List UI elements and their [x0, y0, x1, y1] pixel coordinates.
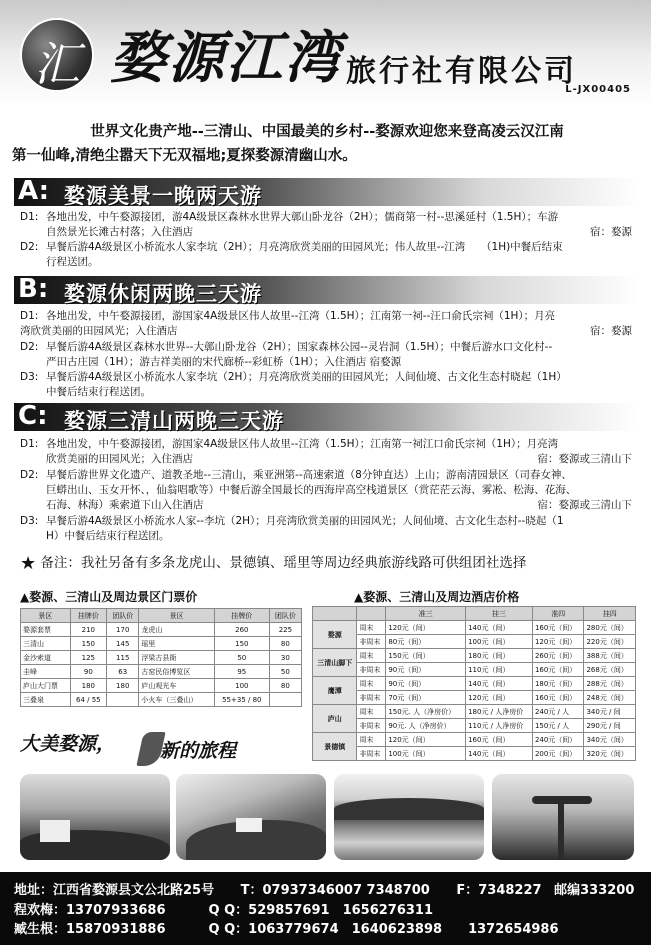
route-a-day-2 [20, 240, 632, 270]
header-cell: 景区 [139, 609, 215, 623]
table-cell: 115 [107, 651, 139, 665]
table-cell: 周末 [357, 677, 386, 691]
header-cell: 团队价 [107, 609, 139, 623]
logo-mark: 汇 [34, 37, 80, 91]
table-cell: 150 [214, 637, 269, 651]
table-cell: 260 [214, 623, 269, 637]
route-c-title: 婺源三清山两晚三天游 [64, 409, 284, 433]
table-cell: 周末 [357, 649, 386, 663]
note-text: 备注：我社另备有多条龙虎山、景德镇、瑶里等周边经典旅游线路可供组团社选择 [40, 555, 527, 571]
contact-name-phone: 程欢梅：13707933686 [14, 903, 166, 918]
table-cell: 140元（间） [466, 677, 533, 691]
table-cell: 周末 [357, 621, 386, 635]
hotel-location-cell: 庐山 [313, 705, 357, 733]
day-text: 严田古庄园（1H）；游吉祥美丽的宋代廊桥--彩虹桥（1H）；入住酒店 宿婺源 [46, 356, 402, 368]
header-cell: 挂四 [584, 607, 636, 621]
company-type: 旅行社有限公司 [346, 54, 577, 89]
table-cell: 龙虎山 [139, 623, 215, 637]
day-label: D1: [20, 310, 39, 322]
day-label: D2: [20, 469, 39, 481]
header-cell: 准三 [386, 607, 466, 621]
table-cell: 110元（间） [466, 663, 533, 677]
hotel-location-cell: 鹰潭 [313, 677, 357, 705]
header [0, 0, 651, 105]
landscape-photo-pine-mountain [492, 774, 634, 860]
table-cell: 145 [107, 637, 139, 651]
intro-text [12, 120, 642, 168]
header-cell [313, 607, 357, 621]
landscape-photo-village [20, 774, 170, 860]
table-cell: 非周末 [357, 635, 386, 649]
table-cell [269, 693, 301, 707]
table-cell: 140元（间） [466, 747, 533, 761]
table-cell: 180元（间） [532, 677, 584, 691]
table-cell: 200元（间） [532, 747, 584, 761]
table-cell: 小火车（三叠山） [139, 693, 215, 707]
table-cell: 瑶里 [139, 637, 215, 651]
table-cell [107, 693, 139, 707]
day-lodging: 宿：婺源或三清山下 [537, 499, 632, 511]
route-c-letter: C: [18, 401, 48, 431]
hotel-table-title: ▲婺源、三清山及周边酒店价格 [354, 590, 520, 604]
day-text: 早餐后游世界文化遗产、道教圣地--三清山，乘亚洲第--高速索道（8分钟直达）上山；游南清园景区（司春女神、 [46, 469, 572, 481]
table-cell: 140元（间） [466, 621, 533, 635]
table-cell: 240元（间） [532, 733, 584, 747]
table-cell: 150元. 人（净房价） [386, 705, 466, 719]
table-cell: 120元（间） [386, 733, 466, 747]
table-cell: 150元（间） [386, 649, 466, 663]
table-cell: 388元（间） [584, 649, 636, 663]
table-cell: 金沙索道 [21, 651, 71, 665]
table-cell: 340元（间） [584, 733, 636, 747]
table-cell: 268元（间） [584, 663, 636, 677]
day-text: 中餐后结束行程送团。 [46, 386, 151, 398]
table-cell: 90元. 人（净房价） [386, 719, 466, 733]
table-row [313, 663, 636, 677]
day-text: 石海、林海）乘索道下山入住酒店 [46, 499, 204, 511]
table-cell: 180 [107, 679, 139, 693]
table-cell: 160元（间） [466, 733, 533, 747]
route-a-title-bar [14, 178, 639, 206]
table-cell: 170 [107, 623, 139, 637]
table-cell: 80 [269, 679, 301, 693]
footer-line-3 [14, 921, 559, 939]
table-cell: 浮梁古县衙 [139, 651, 215, 665]
route-c-day-2 [20, 468, 632, 513]
header-cell: 挂牌价 [70, 609, 107, 623]
table-row [313, 719, 636, 733]
footer-line-2 [14, 902, 433, 920]
table-header-row [313, 607, 636, 621]
table-row [313, 677, 636, 691]
day-lodging: 宿：婺源或三清山下 [537, 453, 632, 465]
table-row [21, 665, 302, 679]
zip-text: 邮编333200 [554, 883, 635, 898]
table-cell: 240元 / 人 [532, 705, 584, 719]
footer-line-1 [14, 882, 634, 900]
route-c-day-1 [20, 437, 632, 467]
table-row [313, 635, 636, 649]
table-cell: 120元（间） [466, 691, 533, 705]
day-text: 各地出发，中午婺源接团，游4A级景区森林水世界大鄣山卧龙谷（2H）；儒商第一村--思溪延村（1.5H）；车游 [46, 211, 559, 223]
day-text: 湾欣赏美丽的田园风光；入住酒店 [20, 325, 178, 337]
table-cell: 288元（间） [584, 677, 636, 691]
table-cell: 非周末 [357, 747, 386, 761]
license-number: L-JX00405 [565, 84, 631, 95]
contact-qq: Q Q：529857691 1656276311 [208, 903, 434, 918]
table-row [313, 747, 636, 761]
day-label: D1: [20, 211, 39, 223]
table-cell: 90元（间） [386, 677, 466, 691]
table-cell: 150 [70, 637, 107, 651]
ticket-price-table [20, 608, 302, 707]
table-cell: 80 [269, 637, 301, 651]
day-lodging: 宿：婺源 [590, 325, 632, 337]
fax-text: F：7348227 [456, 883, 542, 898]
table-cell: 三叠泉 [21, 693, 71, 707]
route-b-day-2 [20, 340, 632, 370]
hotel-price-table [312, 606, 636, 761]
table-cell: 290元 / 间 [584, 719, 636, 733]
day-label: D1: [20, 438, 39, 450]
table-cell: 周末 [357, 733, 386, 747]
table-cell: 225 [269, 623, 301, 637]
header-cell [357, 607, 386, 621]
day-text: 各地出发，中午婺源接团，游国家4A级景区伟人故里--江湾（1.5H）；江南第一祠--汪口俞氏宗祠（1H）；月亮 [46, 310, 556, 322]
table-cell: 340元 / 间 [584, 705, 636, 719]
day-label: D3: [20, 515, 39, 527]
table-row [313, 691, 636, 705]
table-cell: 248元（间） [584, 691, 636, 705]
table-cell: 90 [70, 665, 107, 679]
day-label: D2: [20, 341, 39, 353]
table-cell: 90元（间） [386, 663, 466, 677]
table-cell: 100 [214, 679, 269, 693]
table-row [313, 649, 636, 663]
route-a-letter: A: [18, 176, 50, 206]
route-b-letter: B: [18, 274, 49, 304]
landscape-photo-hills [176, 774, 326, 860]
table-cell: 125 [70, 651, 107, 665]
brand-name: 婺源江湾 [110, 25, 342, 91]
day-text: 早餐后游4A级景区森林水世界--大鄣山卧龙谷（2H）；国家森林公园--灵岩洞（1.5H）；中餐后游水口文化村-- [46, 341, 553, 353]
table-cell: 55+35 / 80 [214, 693, 269, 707]
day-text: 自然景光长滩古村落；入住酒店 [46, 226, 193, 238]
header-cell: 景区 [21, 609, 71, 623]
table-cell: 63 [107, 665, 139, 679]
hotel-location-cell: 婺源 [313, 621, 357, 649]
table-cell: 110元 / 人净房价 [466, 719, 533, 733]
hotel-location-cell: 景德镇 [313, 733, 357, 761]
star-icon: ★ [20, 553, 37, 574]
day-lodging: 宿：婺源 [590, 226, 632, 238]
table-cell: 100元（间） [466, 635, 533, 649]
day-text: 早餐后游4A级景区小桥流水人家李坑（2H）；月亮湾欣赏美丽的田园风光；伟人故里--江湾 （1H)中餐后结束 [46, 241, 563, 253]
table-cell: 庐山观光车 [139, 679, 215, 693]
route-c-day-3 [20, 514, 632, 544]
day-label: D3: [20, 371, 39, 383]
day-text: 早餐后游4A级景区小桥流水人家李坑（2H）；月亮湾欣赏美丽的田园风光；人间仙境、古文化生态村晓起（1H） [46, 371, 567, 383]
landscape-photo-lake [334, 774, 484, 860]
footer-contact-bar [0, 872, 651, 945]
table-cell: 180元 / 人净房价 [466, 705, 533, 719]
slogan-part-1: 大美婺源， [20, 733, 116, 755]
route-a-title: 婺源美景一晚两天游 [64, 184, 262, 208]
table-cell: 320元（间） [584, 747, 636, 761]
intro-line-2: 第一仙峰,清绝尘嚣天下无双福地;夏探婺源清幽山水。 [12, 148, 357, 164]
header-cell: 挂牌价 [214, 609, 269, 623]
table-cell: 50 [214, 651, 269, 665]
phone-text: T：07937346007 7348700 [240, 883, 430, 898]
table-header-row [21, 609, 302, 623]
table-cell: 非周末 [357, 691, 386, 705]
table-cell: 260元（间） [532, 649, 584, 663]
table-cell: 100元（间） [386, 747, 466, 761]
hotel-location-cell: 三清山脚下 [313, 649, 357, 677]
table-cell: 160元（间） [532, 691, 584, 705]
slogan-part-2: 新的旅程 [160, 740, 237, 762]
table-row [21, 637, 302, 651]
intro-line-1: 世界文化贵产地--三清山、中国最美的乡村--婺源欢迎您来登高凌云汉江南 [90, 124, 564, 140]
table-cell: 160元（间） [532, 621, 584, 635]
day-text: 各地出发，中午婺源接团，游国家4A级景区伟人故里--江湾（1.5H）；江南第一祠江口俞氏宗祠（1H）；月亮湾 [46, 438, 559, 450]
day-label: D2: [20, 241, 39, 253]
day-text: 巨蟒出山、玉女开怀、，仙翁唱歌等）中餐后游全国最长的西海岸高空栈道景区（赏茫茫云海、雾凇、松海、花海、 [46, 484, 577, 496]
table-cell: 280元（间） [584, 621, 636, 635]
company-logo [20, 18, 94, 92]
header-cell: 团队价 [269, 609, 301, 623]
table-row [313, 705, 636, 719]
table-row [313, 733, 636, 747]
contact-name-phone: 臧生根：15870931886 [14, 922, 166, 937]
route-b-day-3 [20, 370, 632, 400]
table-cell: 70元（间） [386, 691, 466, 705]
route-b-title: 婺源休闲两晚三天游 [64, 282, 262, 306]
table-cell: 庐山大门票 [21, 679, 71, 693]
day-text: H）中餐后结束行程送团。 [46, 530, 170, 542]
table-cell: 180 [70, 679, 107, 693]
table-cell: 120元（间） [386, 621, 466, 635]
table-cell: 古窑民俗博览区 [139, 665, 215, 679]
route-b-day-1 [20, 309, 632, 339]
table-cell: 80元（间） [386, 635, 466, 649]
contact-qq: Q Q：1063779674 1640623898 1372654986 [208, 922, 559, 937]
table-row [313, 621, 636, 635]
table-cell: 30 [269, 651, 301, 665]
day-text: 欣赏美丽的田园风光；入住酒店 [46, 453, 193, 465]
table-cell: 非周末 [357, 663, 386, 677]
table-row [21, 623, 302, 637]
header-cell: 挂三 [466, 607, 533, 621]
table-cell: 婺源套票 [21, 623, 71, 637]
table-cell: 圭峰 [21, 665, 71, 679]
note [20, 551, 640, 574]
route-c-title-bar [14, 403, 639, 431]
table-cell: 160元（间） [532, 663, 584, 677]
route-a-day-1 [20, 210, 632, 240]
table-cell: 64 / 55 [70, 693, 107, 707]
table-cell: 210 [70, 623, 107, 637]
table-cell: 150元 / 人 [532, 719, 584, 733]
header-cell: 准四 [532, 607, 584, 621]
table-row [21, 679, 302, 693]
table-cell: 三清山 [21, 637, 71, 651]
address-text: 地址：江西省婺源县文公北路25号 [14, 883, 215, 898]
table-cell: 非周末 [357, 719, 386, 733]
table-row [21, 693, 302, 707]
day-text: 行程送团。 [46, 256, 99, 268]
table-cell: 95 [214, 665, 269, 679]
table-row [21, 651, 302, 665]
table-cell: 周末 [357, 705, 386, 719]
ticket-table-title: ▲婺源、三清山及周边景区门票价 [20, 590, 198, 604]
route-b-title-bar [14, 276, 639, 304]
table-cell: 50 [269, 665, 301, 679]
table-cell: 120元（间） [532, 635, 584, 649]
table-cell: 180元（间） [466, 649, 533, 663]
table-cell: 220元（间） [584, 635, 636, 649]
day-text: 早餐后游4A级景区小桥流水人家--李坑（2H）；月亮湾欣赏美丽的田园风光；人间仙境、古文化生态村--晓起（1 [46, 515, 564, 527]
